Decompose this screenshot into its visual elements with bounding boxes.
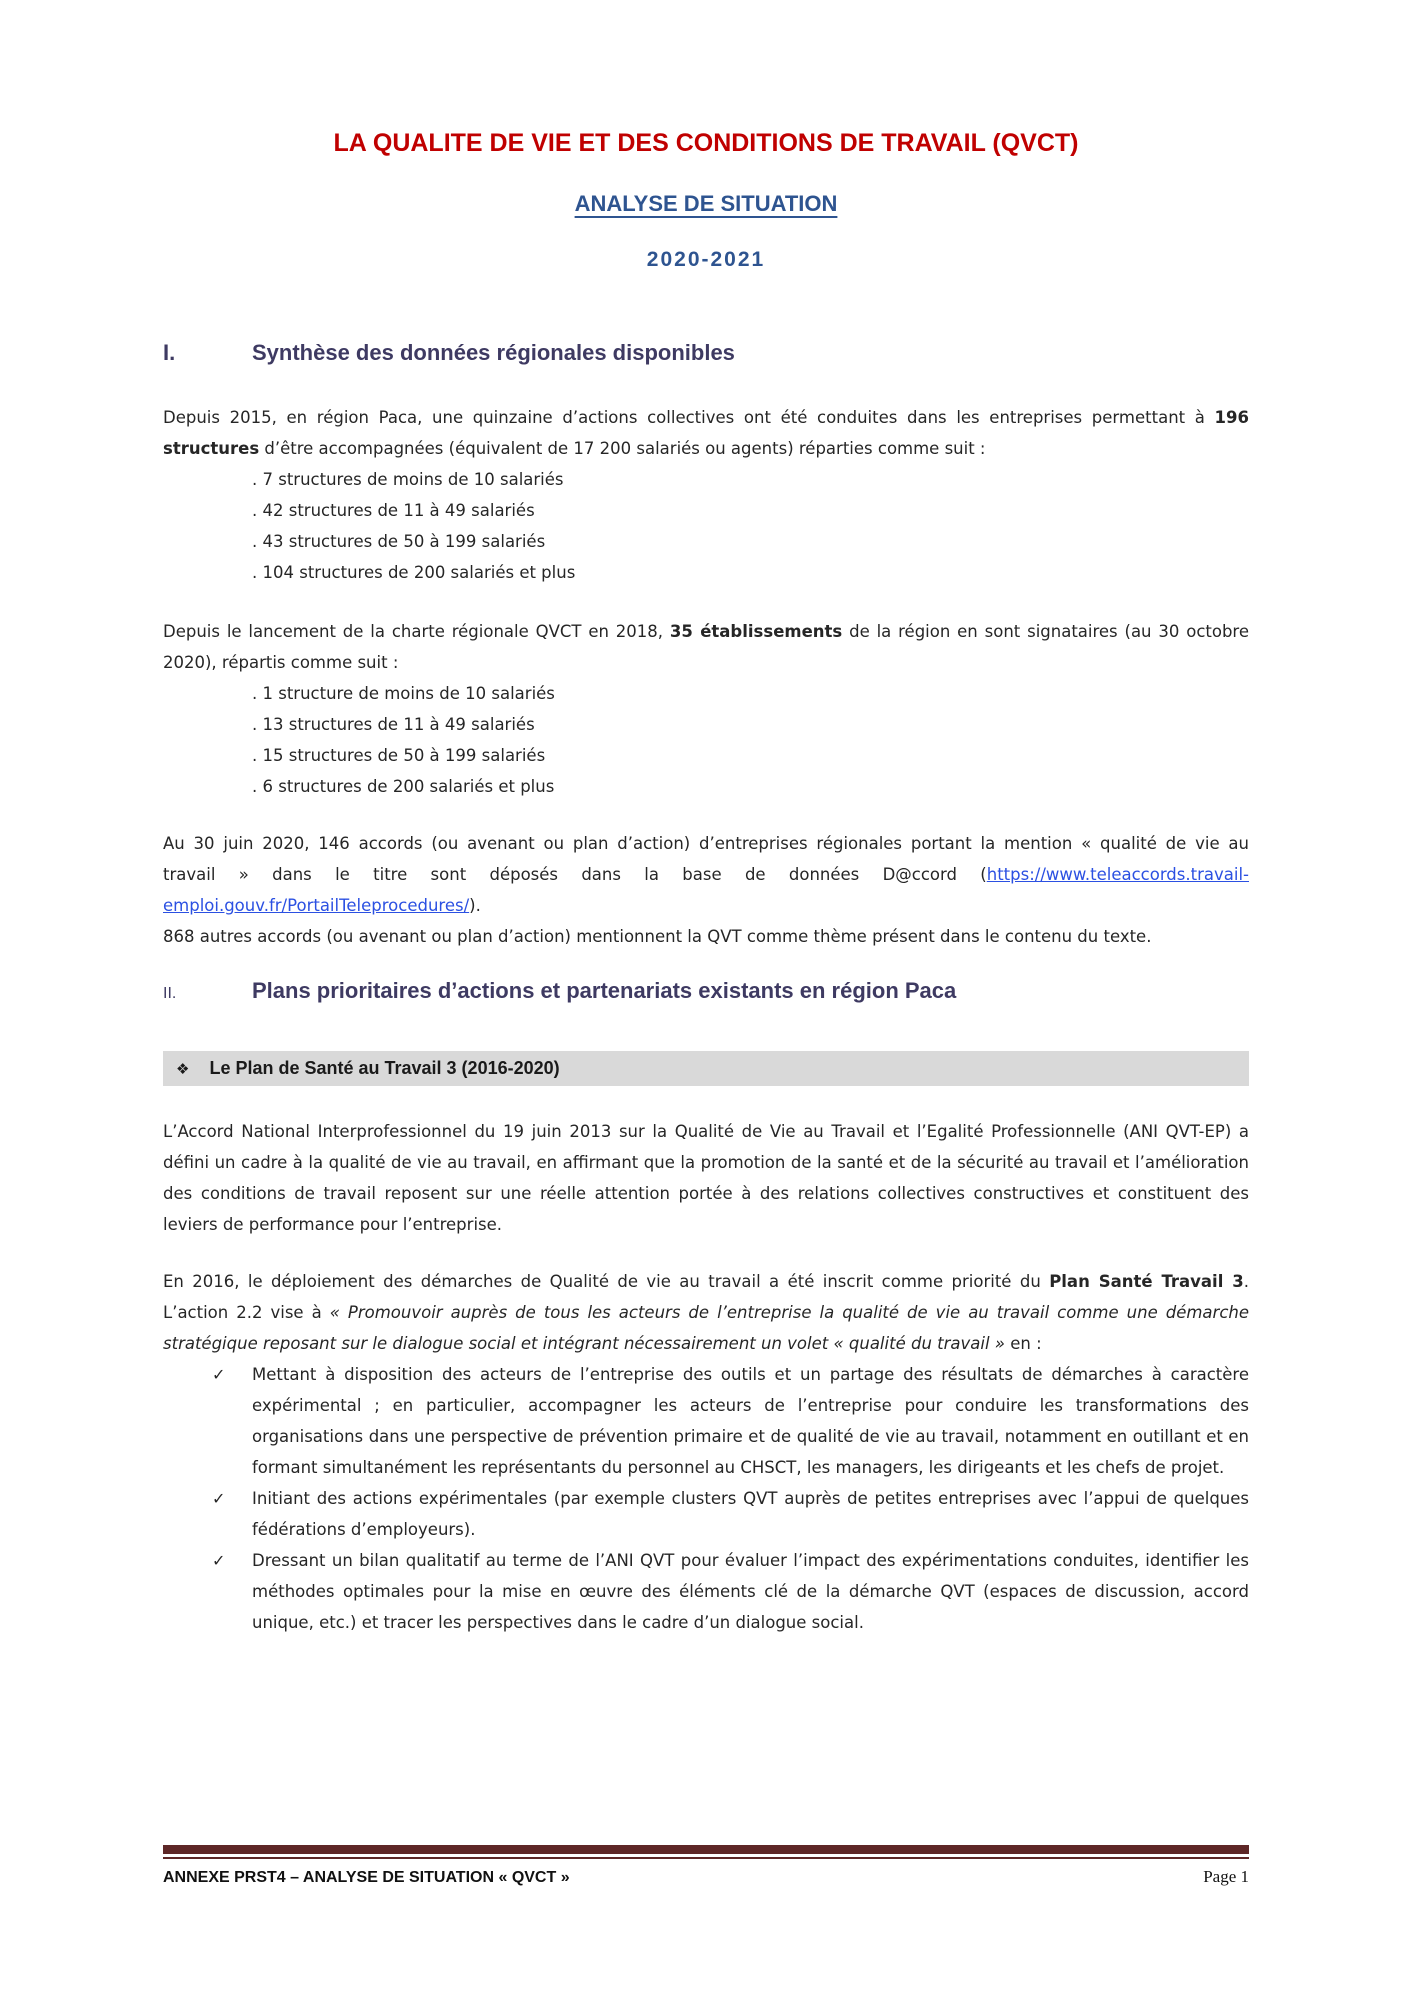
page-footer xyxy=(163,1845,1249,1887)
list-item: . 15 structures de 50 à 199 salariés xyxy=(252,746,546,765)
text-segment: . L’action 2.2 vise à xyxy=(163,1272,1249,1322)
diamond-bullet-icon: ❖ xyxy=(176,1059,190,1078)
text-segment: en : xyxy=(1004,1334,1042,1353)
subsection-title: Le Plan de Santé au Travail 3 (2016-2020) xyxy=(209,1058,560,1078)
paragraph-autres-accords: 868 autres accords (ou avenant ou plan d’action) mentionnent la QVT comme thème présent dans le contenu du texte. xyxy=(163,927,1152,946)
list-item: . 6 structures de 200 salariés et plus xyxy=(252,777,555,796)
text-segment: d’être accompagnées (équivalent de 17 200 salariés ou agents) réparties comme suit : xyxy=(259,439,986,458)
checkmark-icon: ✓ xyxy=(212,1489,226,1508)
daccord-link[interactable]: https://www.teleaccords.travail-emploi.gouv.fr/PortailTeleprocedures/ xyxy=(163,865,1249,915)
structures-list-2 xyxy=(163,678,1249,802)
checklist-item-text: Dressant un bilan qualitatif au terme de l’ANI QVT pour évaluer l’impact des expérimentations conduites, identifier les méthodes optimales pour la mise en œuvre des éléments clé de la démarche QVT (espaces de discussion, accord unique, etc.) et tracer les perspectives dans le cadre d’un dialogue social. xyxy=(252,1551,1249,1632)
document-subtitle: ANALYSE DE SITUATION xyxy=(574,191,838,216)
footer-rule-thin xyxy=(163,1857,1249,1859)
text-segment: Depuis le lancement de la charte régionale QVCT en 2018, xyxy=(163,622,670,641)
text-segment: ). xyxy=(469,896,481,915)
heading-section-2 xyxy=(163,978,1249,1007)
paragraph-pst3-2016 xyxy=(163,1266,1249,1359)
document-title: LA QUALITE DE VIE ET DES CONDITIONS DE TRAVAIL (QVCT) xyxy=(333,129,1079,157)
subsection-bar-pst3 xyxy=(163,1051,1249,1086)
text-segment: 35 établissements xyxy=(669,622,843,641)
text-segment: de la région en sont signataires (au 30 octobre 2020), répartis comme suit : xyxy=(163,622,1249,672)
footer-annexe-label: ANNEXE PRST4 – ANALYSE DE SITUATION « QVCT » xyxy=(163,1869,570,1886)
list-item: . 104 structures de 200 salariés et plus xyxy=(252,563,576,582)
paragraph-ani: L’Accord National Interprofessionnel du 19 juin 2013 sur la Qualité de Vie au Travail et l’Egalité Professionnelle (ANI QVT-EP) a défini un cadre à la qualité de vie au travail, en affirmant que la promotion de la santé et de la sécurité au travail et l’amélioration des conditions de travail reposent sur une réelle attention portée à des relations collectives constructives et constituent des leviers de performance pour l’entreprise. xyxy=(163,1122,1249,1234)
checklist-item xyxy=(212,1483,1249,1545)
text-segment: « Promouvoir auprès de tous les acteurs de l’entreprise la qualité de vie au travail comme une démarche stratégique reposant sur le dialogue social et intégrant nécessairement un volet « qualité du travail » xyxy=(163,1303,1250,1353)
paragraph-charte-regionale xyxy=(163,616,1249,678)
pst3-actions-checklist xyxy=(163,1359,1249,1638)
list-item: . 13 structures de 11 à 49 salariés xyxy=(252,715,535,734)
paragraph-accords-daccord xyxy=(163,828,1249,921)
heading-2-text: Plans prioritaires d’actions et partenariats existants en région Paca xyxy=(252,978,957,1003)
list-item: . 42 structures de 11 à 49 salariés xyxy=(252,501,535,520)
footer-page-number: Page 1 xyxy=(1203,1867,1249,1886)
checklist-item xyxy=(212,1545,1249,1638)
heading-1-text: Synthèse des données régionales disponibles xyxy=(252,340,735,365)
text-segment: Depuis 2015, en région Paca, une quinzaine d’actions collectives ont été conduites dans les entreprises permettant à xyxy=(163,408,1215,427)
structures-list-1 xyxy=(163,464,1249,588)
list-item: . 1 structure de moins de 10 salariés xyxy=(252,684,555,703)
text-segment: Plan Santé Travail 3 xyxy=(1049,1272,1244,1291)
list-item: . 7 structures de moins de 10 salariés xyxy=(252,470,564,489)
checkmark-icon: ✓ xyxy=(212,1551,226,1570)
text-segment: 196 structures xyxy=(163,408,1249,458)
checklist-item xyxy=(212,1359,1249,1483)
heading-section-1 xyxy=(163,340,1249,366)
checkmark-icon: ✓ xyxy=(212,1365,226,1384)
text-segment: Au 30 juin 2020, 146 accords (ou avenant ou plan d’action) d’entreprises régionales portant la mention « qualité de vie au travail » dans le titre sont déposés dans la base de données D@ccord ( xyxy=(163,834,1249,884)
paragraph-actions-collectives xyxy=(163,402,1249,464)
checklist-item-text: Mettant à disposition des acteurs de l’entreprise des outils et un partage des résultats de démarches à caractère expérimental ; en particulier, accompagner les acteurs de l’entreprise pour conduire les transformations des organisations dans une perspective de prévention primaire et de qualité de vie au travail, notamment en outillant et en formant simultanément les représentants du personnel au CHSCT, les managers, les dirigeants et les chefs de projet. xyxy=(252,1365,1249,1477)
text-segment: En 2016, le déploiement des démarches de Qualité de vie au travail a été inscrit comme priorité du xyxy=(163,1272,1050,1291)
heading-1-number: I. xyxy=(163,340,176,365)
footer-row xyxy=(163,1867,1249,1887)
footer-rule-thick xyxy=(163,1845,1249,1854)
checklist-item-text: Initiant des actions expérimentales (par exemple clusters QVT auprès de petites entreprises avec l’appui de quelques fédérations d’employeurs). xyxy=(252,1489,1249,1539)
document-period: 2020-2021 xyxy=(646,248,766,271)
list-item: . 43 structures de 50 à 199 salariés xyxy=(252,532,546,551)
heading-2-number: II. xyxy=(163,985,177,1002)
